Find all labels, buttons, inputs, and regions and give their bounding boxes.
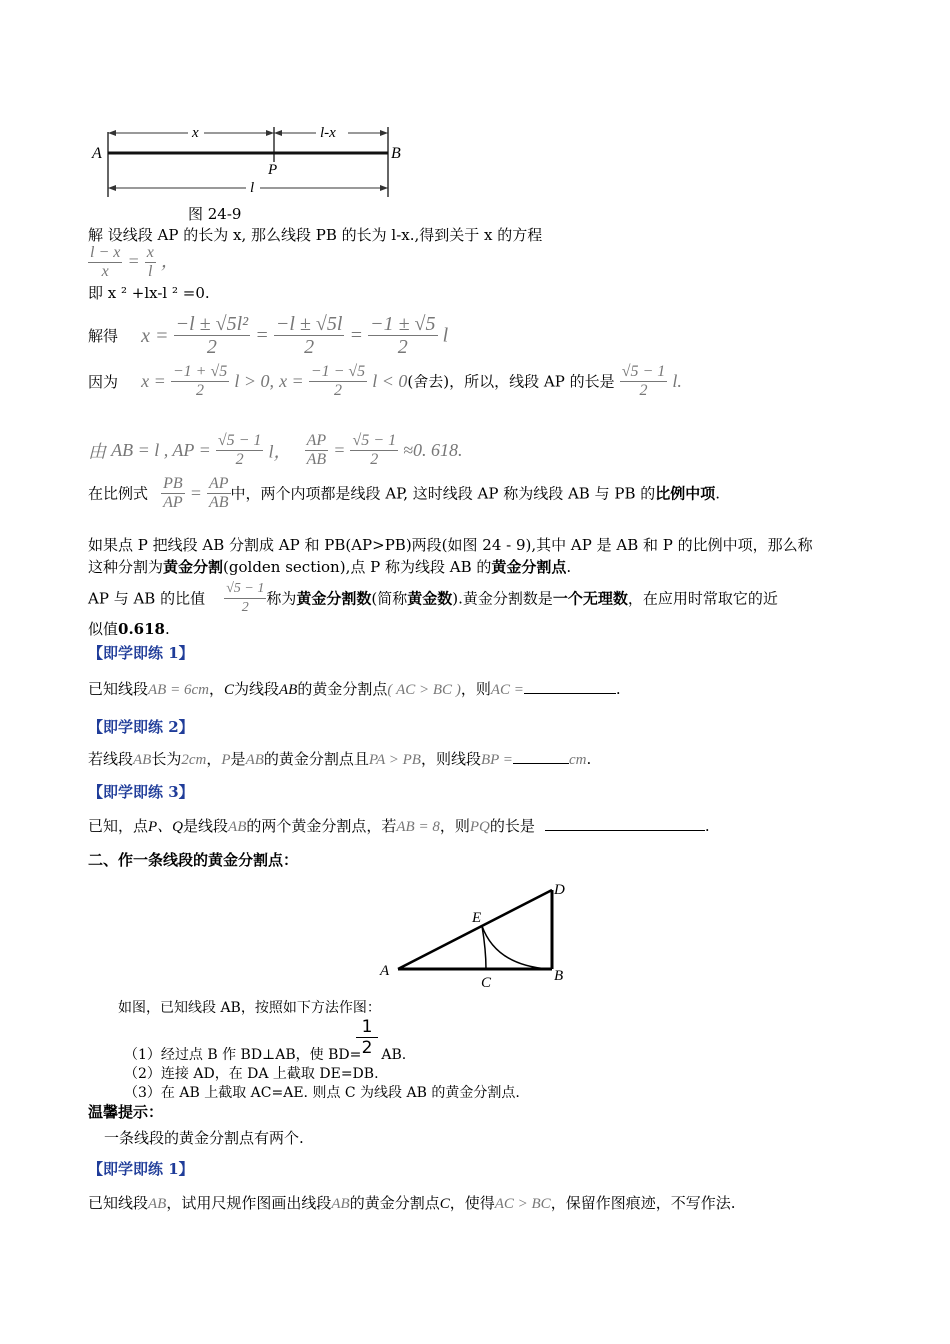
by-den-1: 2 bbox=[235, 451, 244, 468]
ex1-end: . bbox=[615, 680, 621, 698]
solve-num-1: −l ± √5l² bbox=[175, 313, 249, 335]
ex1-mid3: 的黄金分割点 bbox=[297, 680, 388, 698]
def2-end: ，在应用时常取它的近 bbox=[627, 589, 778, 608]
ex2-cond: PA > PB bbox=[368, 752, 421, 768]
tip-title: 温馨提示： bbox=[88, 1103, 164, 1121]
ex4-mid2: 的黄金分割点 bbox=[349, 1194, 440, 1212]
ex2-bp: BP = bbox=[481, 752, 513, 768]
step1-pre: （1）经过点 B 作 BD⊥AB，使 BD= bbox=[124, 1047, 362, 1063]
construction-intro: 如图，已知线段 AB，按照如下方法作图： bbox=[118, 1000, 381, 1016]
ex2-mid1: 长为 bbox=[151, 750, 182, 768]
exercise-4-title: 【即学即练 1】 bbox=[88, 1160, 194, 1178]
label-l: l bbox=[250, 180, 255, 196]
label-a: A bbox=[92, 145, 102, 162]
ex4-mid3: ，使得 bbox=[449, 1194, 495, 1212]
eq-equals: = bbox=[127, 251, 140, 271]
ex2-mid5: ，则线段 bbox=[420, 750, 481, 768]
def2-den: 2 bbox=[241, 600, 249, 615]
by-label: 由 bbox=[88, 441, 106, 462]
definition-line-2 bbox=[88, 557, 571, 577]
def2-mid-1: 称为 bbox=[266, 589, 297, 608]
definition-line-1: 如果点 P 把线段 AB 分割成 AP 和 PB(AP>PB)两段(如图 24 - 9),其中 AP 是 AB 和 P 的比例中项，那么称 bbox=[88, 536, 813, 554]
exercise-3-title: 【即学即练 3】 bbox=[88, 783, 194, 801]
because-x1: x = bbox=[141, 371, 166, 391]
ex3-pre: 已知，点 bbox=[88, 817, 149, 835]
definition-line-3 bbox=[88, 580, 778, 617]
by-num-2: √5 − 1 bbox=[352, 432, 397, 449]
exercise-1-title: 【即学即练 1】 bbox=[88, 644, 194, 662]
prop-bold: 比例中项 bbox=[655, 484, 716, 503]
by-row bbox=[88, 432, 463, 469]
ex1-ab: AB = 6cm bbox=[148, 682, 209, 698]
fig2-label-d: D bbox=[554, 882, 565, 898]
by-frac-den: AB bbox=[306, 451, 327, 468]
solve-den-1: 2 bbox=[206, 336, 217, 358]
fig2-label-c: C bbox=[481, 975, 492, 991]
definition-line-4 bbox=[88, 619, 170, 639]
def3-pre: 似值 bbox=[88, 620, 119, 638]
ex2-unit: cm bbox=[568, 752, 587, 768]
ex3-mid4: 的长是 bbox=[489, 817, 535, 835]
def2-pre: AP 与 AB 的比值 bbox=[88, 589, 206, 608]
ex3-mid1: 是线段 bbox=[183, 817, 229, 835]
because-text: (舍去)，所以，线段 AP 的长是 bbox=[407, 372, 615, 391]
fig2-label-b: B bbox=[554, 968, 564, 984]
exercise-2-text bbox=[88, 749, 591, 770]
construction-step-2: （2）连接 AD，在 DA 上截取 DE=DB. bbox=[124, 1066, 379, 1082]
exercise-3-text bbox=[88, 816, 710, 837]
fig2-label-e: E bbox=[472, 910, 482, 926]
fig2-label-a: A bbox=[380, 963, 390, 979]
label-x: x bbox=[192, 125, 199, 141]
ex4-cond: AC > BC bbox=[494, 1196, 551, 1212]
eq-den-2: l bbox=[148, 263, 153, 280]
ex2-ab2: AB bbox=[245, 752, 264, 768]
prop-end: . bbox=[715, 484, 721, 503]
because-label: 因为 bbox=[88, 372, 119, 391]
eq-tail: ， bbox=[160, 251, 179, 271]
solve-num-2: −l ± √5l bbox=[275, 313, 343, 335]
ex4-mid1: ，试用尺规作图画出线段 bbox=[166, 1194, 332, 1212]
ex1-mid2: 为线段 bbox=[233, 680, 279, 698]
by-frac-num: AP bbox=[306, 432, 327, 449]
def3-bold: 0.618 bbox=[118, 620, 165, 638]
step1-end: AB. bbox=[381, 1047, 407, 1063]
eq-num-1: l − x bbox=[90, 244, 121, 261]
ex1-cond: AC > BC bbox=[396, 682, 453, 698]
because-row bbox=[88, 363, 682, 400]
solve-row: 解得 x = $\frac{\text{−l ± √5l²}}{2}$ = $\frac{-l \pm √5l}{2}$ = $\frac{-1 \pm √5}{2}$ l bbox=[88, 313, 449, 358]
ex4-ab2: AB bbox=[331, 1196, 350, 1212]
because-num-2: −1 − √5 bbox=[310, 363, 366, 380]
label-b: B bbox=[391, 145, 401, 162]
prop-num-2: AP bbox=[209, 475, 229, 492]
ex1-mid4: ，则 bbox=[460, 680, 491, 698]
because-den-3: 2 bbox=[639, 382, 648, 399]
prop-num-1: PB bbox=[163, 475, 183, 492]
ex3-pq2: PQ bbox=[469, 819, 490, 835]
because-end: l. bbox=[672, 371, 682, 391]
ex1-ac: AC = bbox=[490, 682, 524, 698]
figure-caption: 图 24-9 bbox=[188, 205, 242, 223]
by-den-2: 2 bbox=[370, 451, 379, 468]
equation-ratio bbox=[88, 244, 179, 281]
by-eq: = bbox=[333, 440, 346, 460]
by-end: ≈0. 618. bbox=[403, 440, 463, 460]
because-mid-1: l > 0, bbox=[234, 371, 274, 391]
ex2-end: . bbox=[586, 750, 592, 768]
ex2-pre: 若线段 bbox=[88, 750, 134, 768]
def2-mid-3: ).黄金分割数是 bbox=[452, 589, 553, 608]
tip-text: 一条线段的黄金分割点有两个. bbox=[104, 1129, 304, 1147]
ex3-ab: AB bbox=[228, 819, 247, 835]
by-num-1: √5 − 1 bbox=[217, 432, 262, 449]
because-num-1: −1 + √5 bbox=[172, 363, 228, 380]
ex4-ab: AB bbox=[148, 1196, 167, 1212]
solve-num-3: −1 ± √5 bbox=[370, 313, 436, 335]
def2-mid-2: (简称 bbox=[371, 589, 408, 608]
exercise-1-text: 已知线段AB = 6cm，C为线段AB的黄金分割点( AC > BC )，则AC = . bbox=[88, 680, 621, 698]
ex1-answer-blank[interactable] bbox=[524, 679, 616, 694]
def2-num: √5 − 1 bbox=[224, 580, 266, 599]
ex3-end: . bbox=[704, 817, 710, 835]
ex3-mid3: ，则 bbox=[439, 817, 470, 835]
solve-den-3: 2 bbox=[397, 336, 408, 358]
exercise-4-text bbox=[88, 1193, 735, 1214]
def-end: . bbox=[566, 558, 572, 576]
ex2-mid2: ， bbox=[206, 750, 222, 768]
def2-bold-3: 一个无理数 bbox=[552, 589, 628, 608]
label-l-minus-x: l-x bbox=[320, 125, 336, 141]
solve-label: 解得 bbox=[88, 326, 119, 345]
section-2-title: 二、作一条线段的黄金分割点： bbox=[88, 851, 299, 869]
solution-line-1: 解 设线段 AP 的长为 x, 那么线段 PB 的长为 l-x.,得到关于 x 的方程 bbox=[88, 226, 543, 244]
because-num-3: √5 − 1 bbox=[621, 363, 666, 380]
ex3-mid2: 的两个黄金分割点，若 bbox=[246, 817, 397, 835]
eq-num-2: x bbox=[146, 244, 154, 261]
ex1-pre: 已知线段 bbox=[88, 680, 149, 698]
construction-step-3: （3）在 AB 上截取 AC=AE. 则点 C 为线段 AB 的黄金分割点. bbox=[124, 1085, 520, 1101]
because-den-2: 2 bbox=[333, 382, 342, 399]
ex4-c: C bbox=[439, 1196, 450, 1212]
prop-den-1: AP bbox=[163, 494, 183, 511]
exercise-2-title: 【即学即练 2】 bbox=[88, 718, 194, 736]
because-den-1: 2 bbox=[196, 382, 205, 399]
ex4-pre: 已知线段 bbox=[88, 1194, 149, 1212]
ex1-mid1: ， bbox=[208, 680, 224, 698]
construction-step-1 bbox=[124, 1045, 406, 1065]
ex2-mid3: 是 bbox=[230, 750, 246, 768]
ex4-end: ，保留作图痕迹，不写作法. bbox=[550, 1194, 736, 1212]
solve-x: x = bbox=[141, 324, 169, 347]
because-x2: x = bbox=[279, 371, 304, 391]
ex1-ab2: AB bbox=[279, 682, 298, 698]
solve-l: l bbox=[442, 324, 449, 347]
half-num: 1 bbox=[356, 1017, 378, 1038]
ex2-p: P bbox=[221, 752, 231, 768]
solve-den-2: 2 bbox=[304, 336, 315, 358]
by-mid: l， bbox=[268, 441, 292, 462]
ex2-mid4: 的黄金分割点且 bbox=[263, 750, 369, 768]
construction-figure bbox=[378, 880, 578, 995]
def-mid: (golden section),点 P 称为线段 AB 的 bbox=[223, 558, 492, 576]
ex2-ab: AB bbox=[133, 752, 152, 768]
def-bold-2: 黄金分割点 bbox=[491, 558, 567, 576]
def-pre: 这种分割为 bbox=[88, 558, 164, 576]
def-bold-1: 黄金分割 bbox=[163, 558, 224, 576]
def2-bold-1: 黄金分割数 bbox=[296, 589, 372, 608]
by-ab: AB = l , AP = bbox=[111, 440, 211, 460]
prop-pre: 在比例式 bbox=[88, 484, 149, 503]
equation-quadratic: 即 x ² +lx-l ² =0. bbox=[88, 284, 210, 302]
because-mid-2: l < 0 bbox=[372, 371, 408, 391]
segment-figure bbox=[88, 122, 418, 202]
ex3-answer-blank[interactable] bbox=[545, 816, 705, 831]
prop-text: 中，两个内项都是线段 AP, 这时线段 AP 称为线段 AB 与 PB 的 bbox=[230, 484, 656, 503]
def2-bold-2: 黄金数 bbox=[407, 589, 453, 608]
ex2-answer-blank[interactable] bbox=[513, 749, 569, 764]
def3-end: . bbox=[165, 620, 170, 638]
label-p: P bbox=[268, 162, 278, 178]
ex1-c: C bbox=[223, 682, 234, 698]
proportion-row: 在比例式 $\frac{PB}{AP}$ = $\frac{AP}{AB}$ 中，两个内项都是线段 AP, 这时线段 AP 称为线段 AB 与 PB 的比例中项. bbox=[88, 475, 721, 511]
prop-den-2: AB bbox=[209, 494, 229, 511]
eq-den-1: x bbox=[101, 263, 109, 280]
ex3-ab8: AB = 8 bbox=[396, 819, 440, 835]
ex3-pq: P、Q bbox=[148, 819, 184, 835]
ex2-len: 2cm bbox=[181, 752, 207, 768]
half-den: 2 bbox=[361, 1038, 373, 1058]
